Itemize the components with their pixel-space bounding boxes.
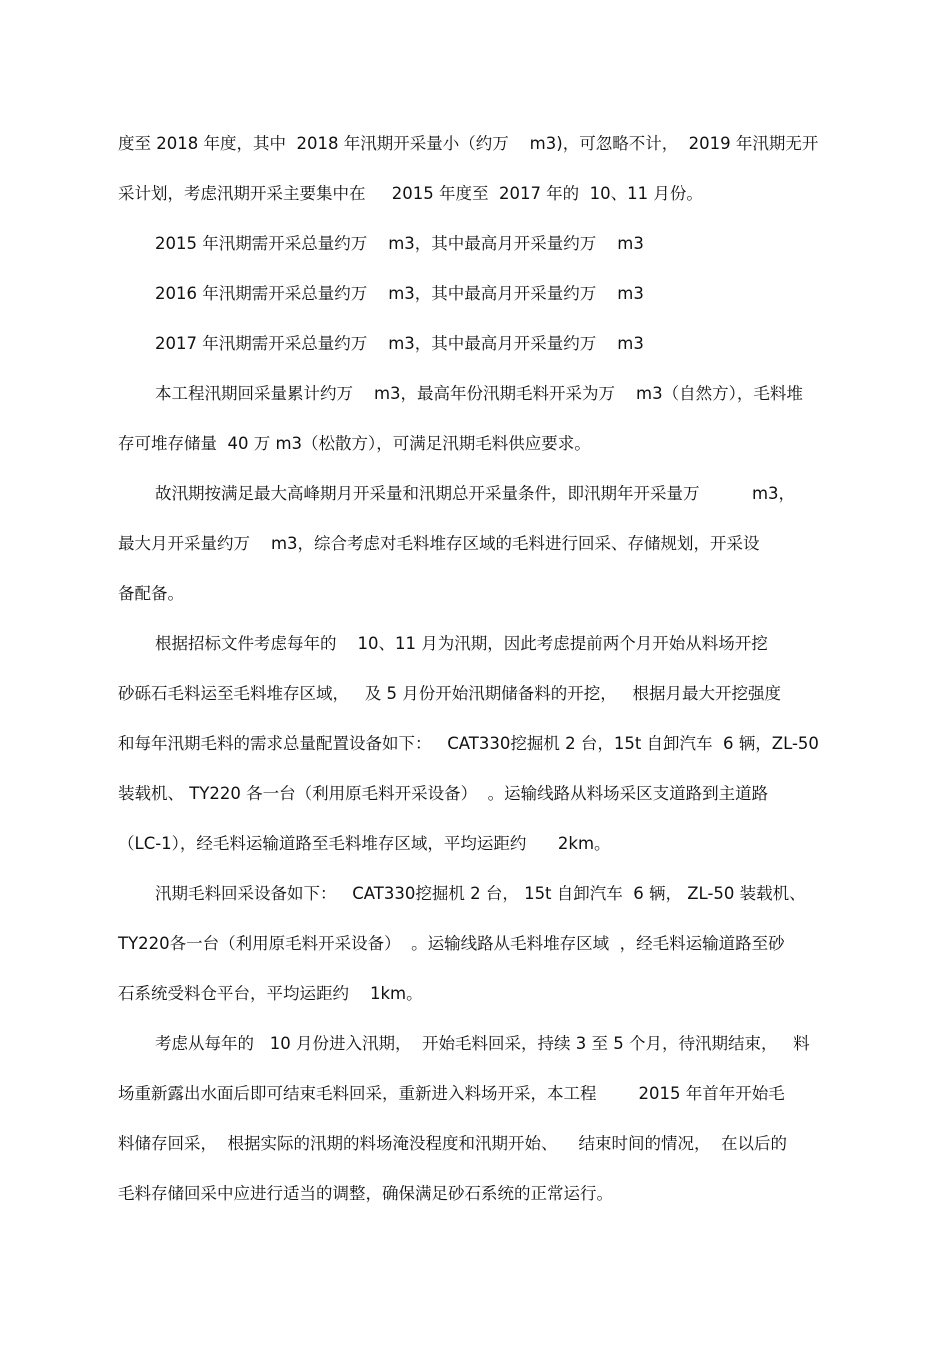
text-line: 考虑从每年的 10 月份进入汛期， 开始毛料回采，持续 3 至 5 个月，待汛期结束， 料: [155, 1034, 810, 1053]
text-line: 2016 年汛期需开采总量约万 m3，其中最高月开采量约万 m3: [155, 284, 644, 303]
text-line: 砂砾石毛料运至毛料堆存区域， 及 5 月份开始汛期储备料的开挖， 根据月最大开挖强度: [118, 684, 781, 703]
text-line: 根据招标文件考虑每年的 10、11 月为汛期，因此考虑提前两个月开始从料场开挖: [155, 634, 768, 653]
text-line: 故汛期按满足最大高峰期月开采量和汛期总开采量条件，即汛期年开采量万 m3，: [155, 484, 796, 503]
text-line: 存可堆存储量 40 万 m3（松散方），可满足汛期毛料供应要求。: [118, 434, 591, 453]
text-line: 最大月开采量约万 m3，综合考虑对毛料堆存区域的毛料进行回采、存储规划，开采设: [118, 534, 760, 553]
text-line: 汛期毛料回采设备如下： CAT330挖掘机 2 台， 15t 自卸汽车 6 辆， ZL-50 装载机、: [155, 884, 806, 903]
text-line: 场重新露出水面后即可结束毛料回采，重新进入料场开采，本工程 2015 年首年开始毛: [118, 1084, 785, 1103]
text-line: 2017 年汛期需开采总量约万 m3，其中最高月开采量约万 m3: [155, 334, 644, 353]
text-line: 和每年汛期毛料的需求总量配置设备如下： CAT330挖掘机 2 台，15t 自卸汽车 6 辆，ZL-50: [118, 734, 819, 753]
text-line: 石系统受料仓平台，平均运距约 1km。: [118, 984, 423, 1003]
text-line: 度至 2018 年度，其中 2018 年汛期开采量小（约万 m3)，可忽略不计， 2019 年汛期无开: [118, 134, 819, 153]
text-line: 毛料存储回采中应进行适当的调整，确保满足砂石系统的正常运行。: [118, 1184, 613, 1203]
text-line: 备配备。: [118, 584, 184, 603]
text-line: 采计划，考虑汛期开采主要集中在 2015 年度至 2017 年的 10、11 月份。: [118, 184, 703, 203]
text-line: 2015 年汛期需开采总量约万 m3，其中最高月开采量约万 m3: [155, 234, 644, 253]
text-line: （LC-1），经毛料运输道路至毛料堆存区域，平均运距约 2km。: [118, 834, 611, 853]
text-line: 料储存回采， 根据实际的汛期的料场淹没程度和汛期开始、 结束时间的情况， 在以后的: [118, 1134, 787, 1153]
text-line: 装载机、 TY220 各一台（利用原毛料开采设备） 。运输线路从料场采区支道路到主道路: [118, 784, 769, 803]
text-line: TY220各一台（利用原毛料开采设备） 。运输线路从毛料堆存区域 ，经毛料运输道路至砂: [118, 934, 785, 953]
text-line: 本工程汛期回采量累计约万 m3，最高年份汛期毛料开采为万 m3（自然方），毛料堆: [155, 384, 803, 403]
